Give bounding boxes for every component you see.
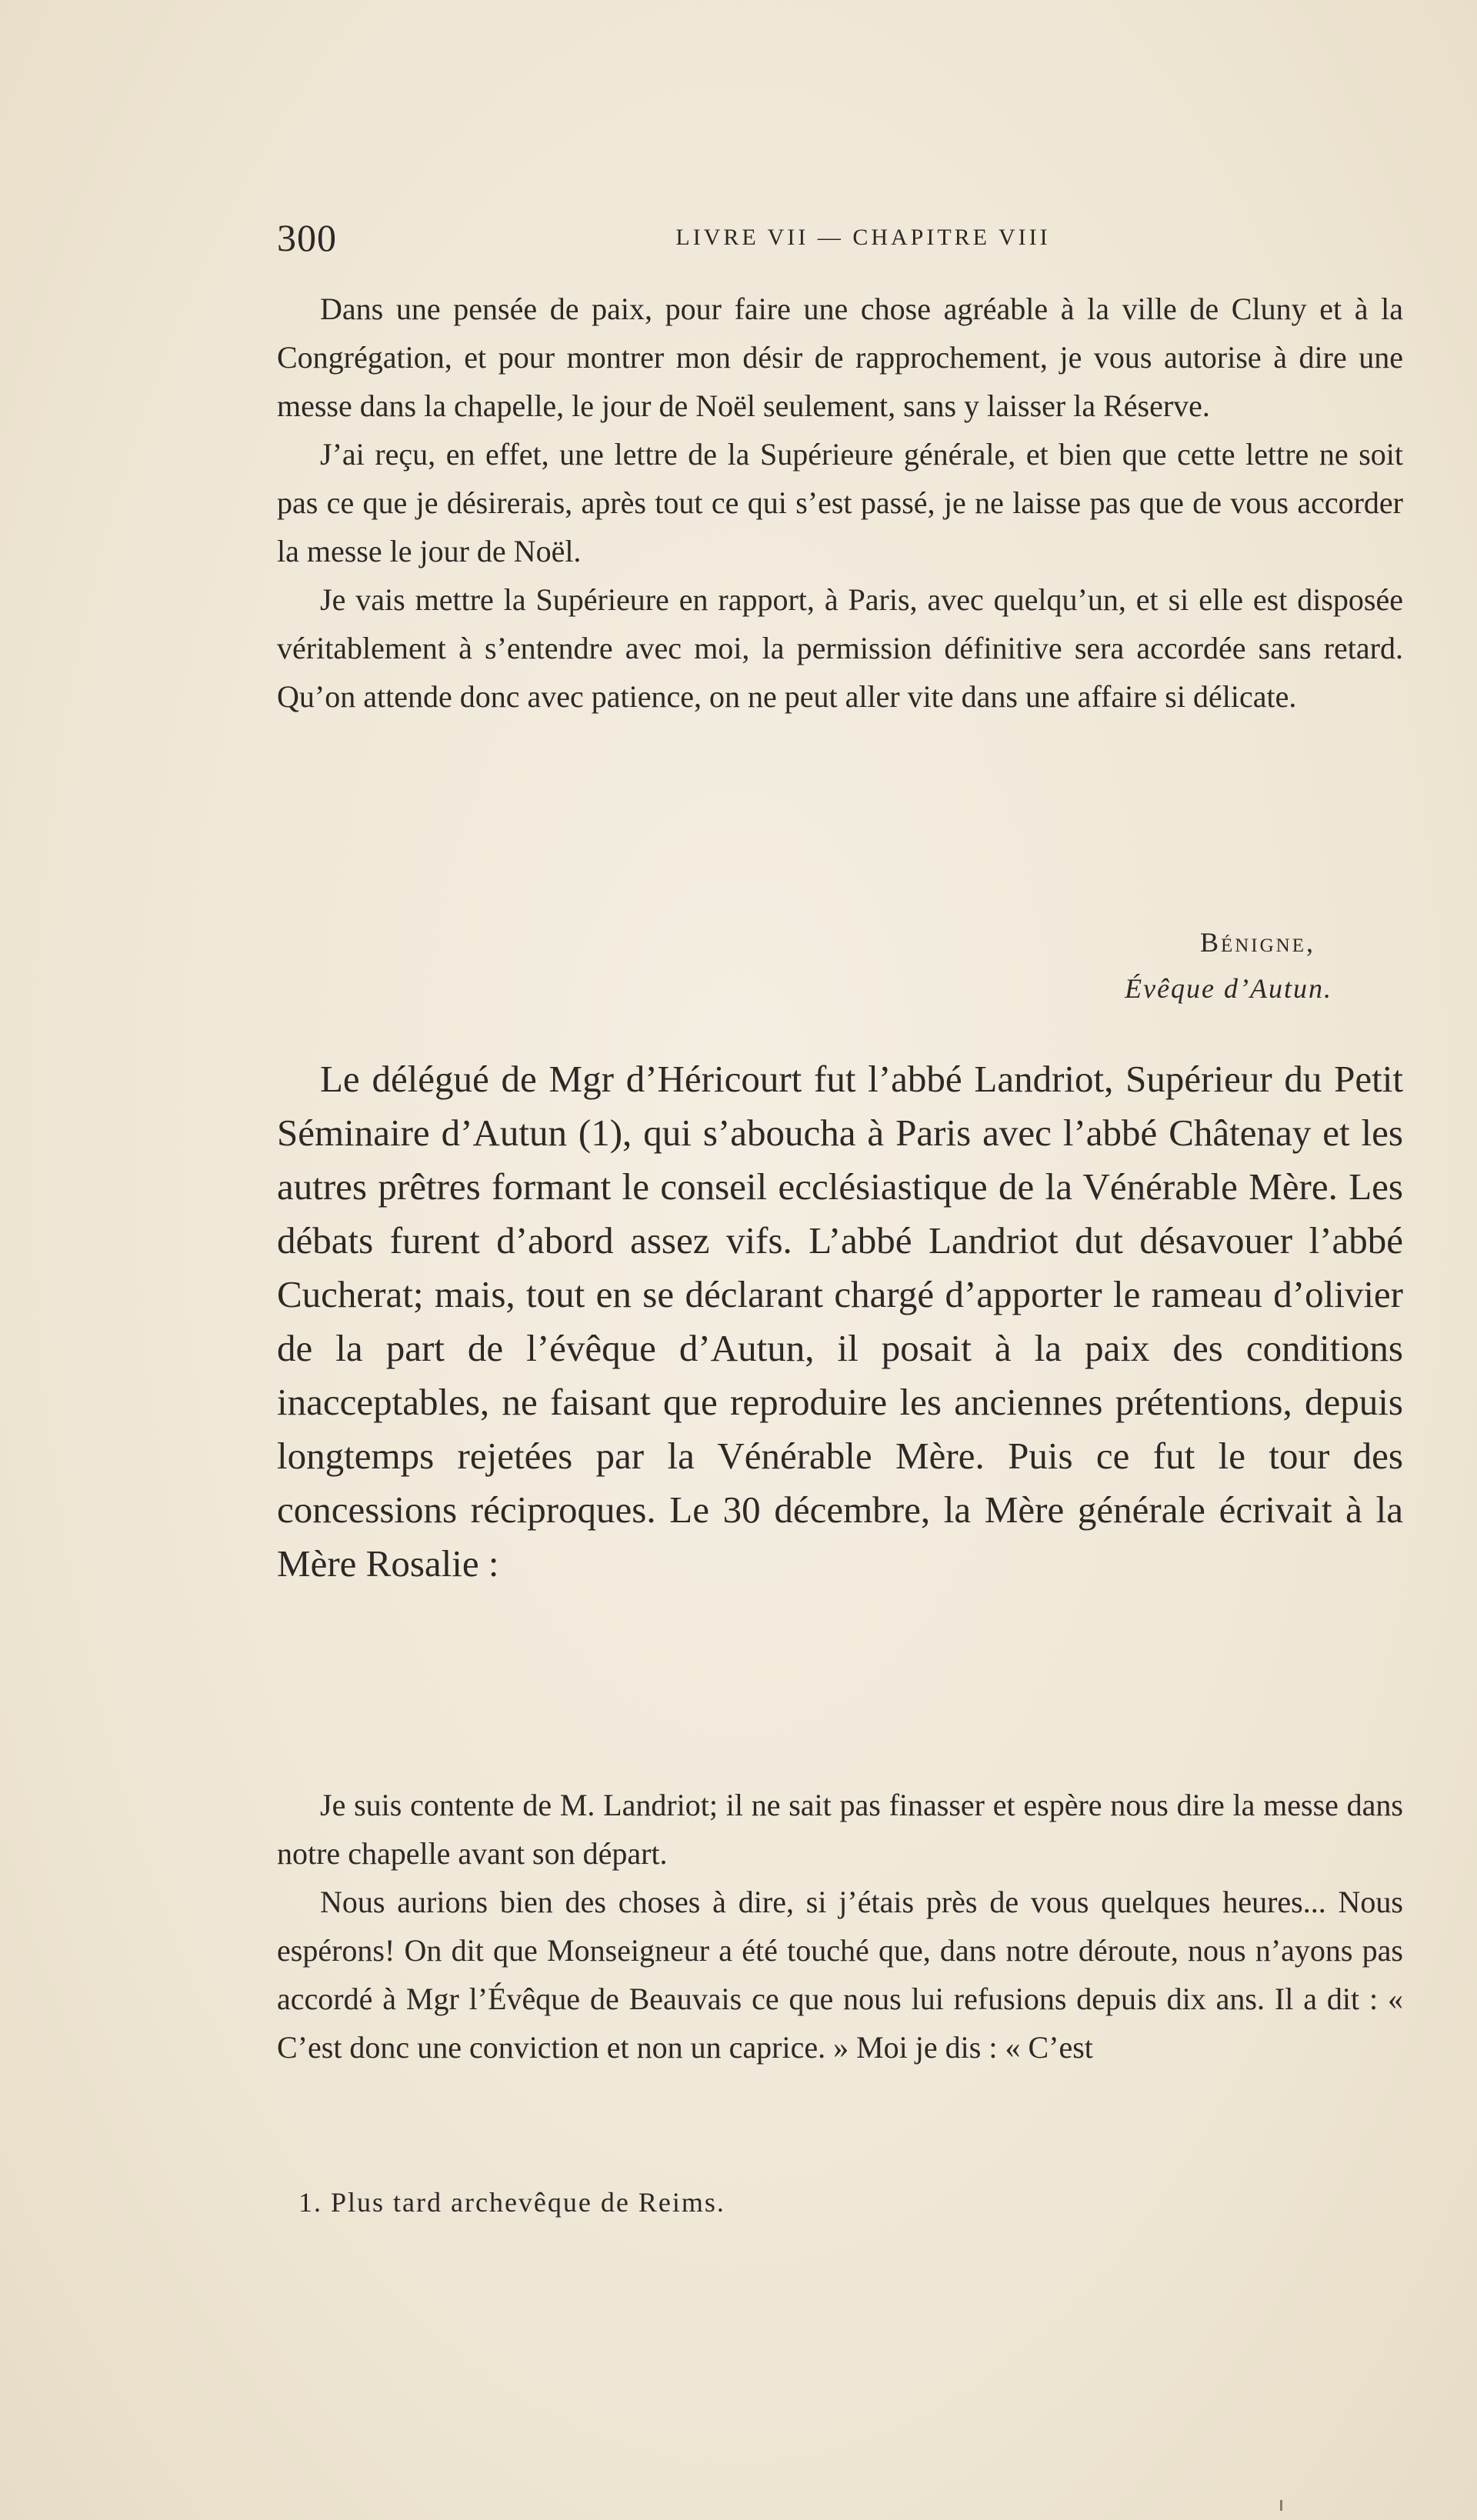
body-paragraph: Le délégué de Mgr d’Héricourt fut l’abbé Landriot, Supérieur du Petit Séminaire d’Autun (1), qui s’aboucha à Paris avec l’abbé Châtenay et les autres prêtres formant le conseil ecclésiastique de la Vénérable Mère. Les débats furent d’abord assez vifs. L’abbé Landriot dut désavouer l’abbé Cucherat; mais, tout en se déclarant chargé d’apporter le rameau d’olivier de la part de l’évêque d’Autun, il posait à la paix des conditions inacceptables, ne faisant que reproduire les anciennes prétentions, depuis longtemps rejetées par la Vénérable Mère. Puis ce fut le tour des concessions réciproques. Le 30 décembre, la Mère générale écrivait à la Mère Rosalie : <box>277 1058 1403 1585</box>
footnote: 1. Plus tard archevêque de Reims. <box>298 2187 725 2218</box>
letter-paragraph: Nous aurions bien des choses à dire, si j’étais près de vous quelques heures... Nous espérons! On dit que Monseigneur a été touché que, dans notre déroute, nous n’ayons pas accordé à Mgr l’Évêque de Beauvais ce que nous lui refusions depuis dix ans. Il a dit : « C’est donc une conviction et non un caprice. » Moi je dis : « C’est <box>277 1885 1403 2065</box>
letter-paragraph: Je suis contente de M. Landriot; il ne sait pas finasser et espère nous dire la messe dans notre chapelle avant son départ. <box>277 1788 1403 1871</box>
paper-speck <box>1280 2500 1282 2511</box>
letter-paragraph: Dans une pensée de paix, pour faire une chose agréable à la ville de Cluny et à la Congrégation, et pour montrer mon désir de rapprochement, je vous autorise à dire une messe dans la chapelle, le jour de Noël seulement, sans y laisser la Réserve. <box>277 292 1403 423</box>
quoted-letter-bishop <box>277 285 1403 721</box>
body-text <box>277 1052 1403 1591</box>
signature-title: Évêque d’Autun. <box>1125 973 1332 1004</box>
running-head: LIVRE VII — CHAPITRE VIII <box>675 225 1051 250</box>
quoted-letter-mother-general <box>277 1781 1403 2072</box>
letter-paragraph: Je vais mettre la Supérieure en rapport, à Paris, avec quelqu’un, et si elle est disposée véritablement à s’entendre avec moi, la permission définitive sera accordée sans retard. Qu’on attende donc avec patience, on ne peut aller vite dans une affaire si délicate. <box>277 582 1403 714</box>
letter-paragraph: J’ai reçu, en effet, une lettre de la Supérieure générale, et bien que cette lettre ne soit pas ce que je désirerais, après tout ce qui s’est passé, je ne laisse pas que de vous accorder la messe le jour de Noël. <box>277 437 1403 568</box>
signature-name: Bénigne, <box>1199 927 1315 958</box>
page-number: 300 <box>277 216 337 259</box>
page-header <box>277 208 1403 262</box>
letter-signature <box>277 919 1332 1012</box>
